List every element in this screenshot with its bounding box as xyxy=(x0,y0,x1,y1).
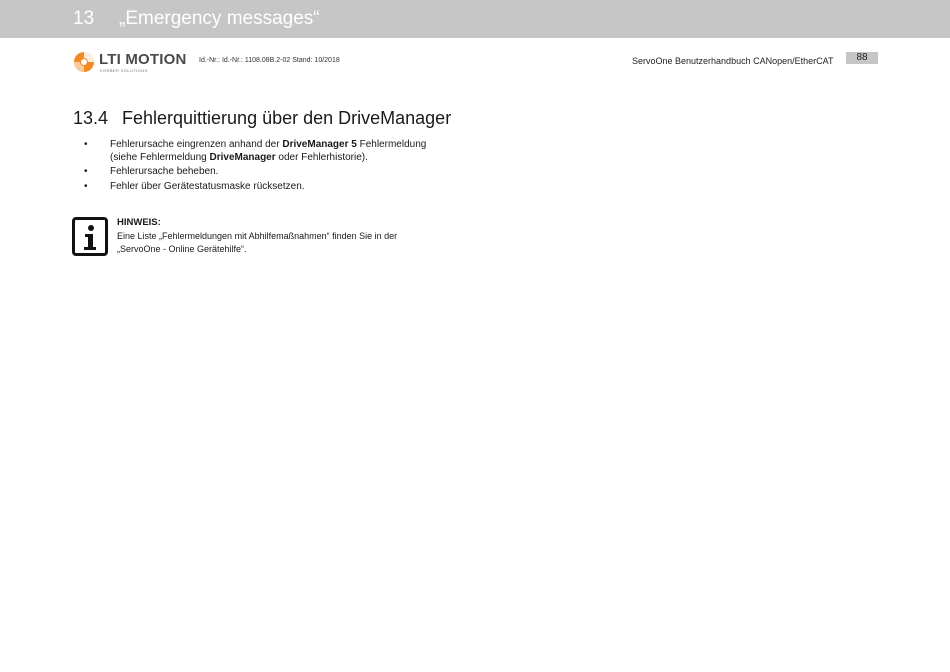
list-item xyxy=(73,181,493,194)
section-heading xyxy=(73,108,451,129)
section-title: Fehlerquittierung über den DriveManager xyxy=(122,108,452,128)
list-item xyxy=(73,166,493,179)
chapter-title: „Emergency messages“ xyxy=(119,8,320,29)
bullet-symbol: • xyxy=(84,139,88,150)
bullet-text: Fehlermeldung xyxy=(356,139,427,150)
bullet-bold-text: DriveManager 5 xyxy=(282,139,357,150)
chapter-number: 13 xyxy=(73,8,95,29)
bullet-bold-text: DriveManager xyxy=(209,151,276,163)
bullet-text: oder Fehlerhistorie). xyxy=(275,151,368,163)
note-line: „ServoOne - Online Gerätehilfe“. xyxy=(117,243,247,254)
manual-title: ServoOne Benutzerhandbuch CANopen/EtherCAT xyxy=(632,56,834,66)
logo-subtext: KÖRBER SOLUTIONS xyxy=(100,68,148,73)
page-number-box xyxy=(846,52,878,64)
info-icon xyxy=(72,217,108,256)
bullet-text: Fehler über Gerätestatusmaske rücksetzen. xyxy=(110,180,305,192)
chapter-header-bar xyxy=(0,0,950,38)
lti-motion-logo xyxy=(73,51,193,75)
list-item xyxy=(73,139,493,164)
bullet-text: Fehlerursache eingrenzen anhand der xyxy=(110,139,283,150)
document-id: Id.-Nr.: Id.-Nr.: 1108.08B.2-02 Stand: 10/2018 xyxy=(199,57,340,64)
note-line: Eine Liste „Fehlermeldungen mit Abhilfemaßnahmen“ finden Sie in der xyxy=(117,231,398,241)
bullet-text: Fehlerursache beheben. xyxy=(110,166,219,177)
lti-logo-mark-icon xyxy=(73,51,95,73)
section-number: 13.4 xyxy=(73,108,109,128)
note-title: HINWEIS: xyxy=(117,217,161,228)
logo-text: LTI MOTION xyxy=(99,51,187,68)
bullet-symbol: • xyxy=(84,166,88,177)
note-text xyxy=(117,230,447,255)
bullet-list xyxy=(73,139,493,195)
bullet-symbol: • xyxy=(84,180,88,192)
page-number: 88 xyxy=(856,52,868,63)
bullet-text: (siehe Fehlermeldung xyxy=(110,151,210,163)
